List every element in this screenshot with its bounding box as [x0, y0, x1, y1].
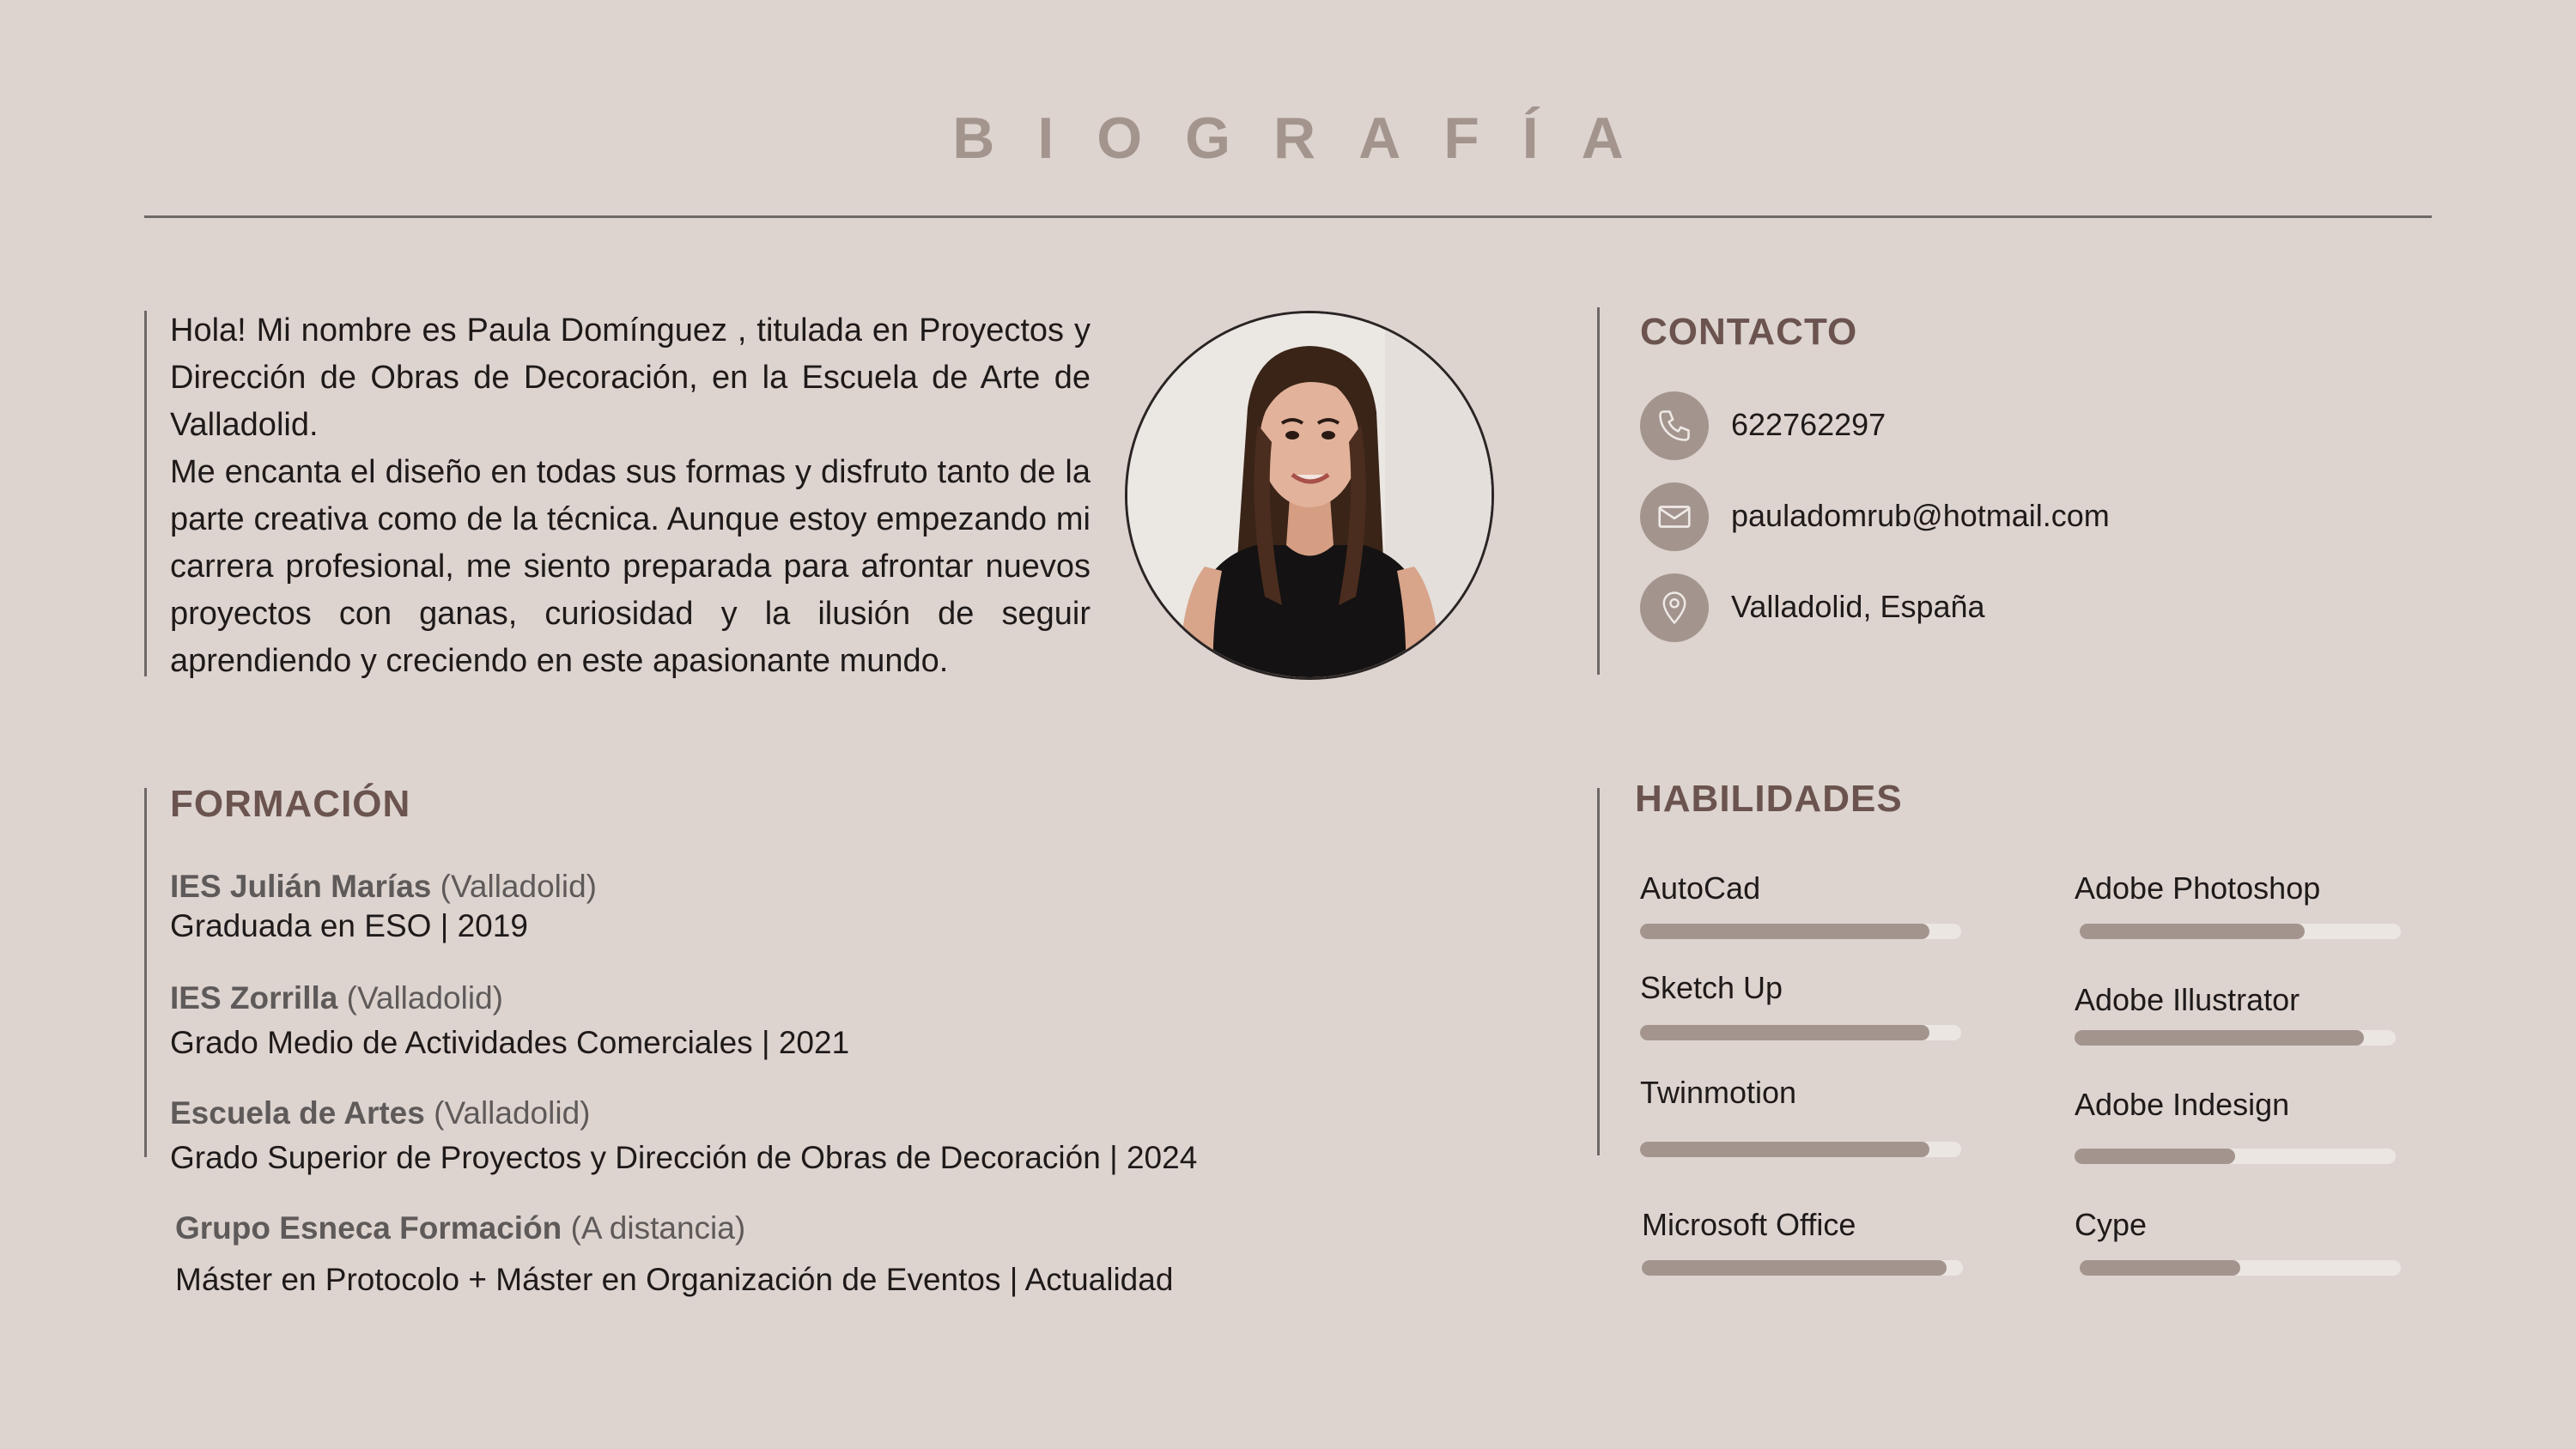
skill-bar: [2080, 1260, 2401, 1276]
bio-paragraph-2: Me encanta el diseño en todas sus formas y disfruto tanto de la parte creativa como de la técnica. Aunque estoy empezando mi carrera profesional, me siento preparada para afrontar nuevos proyectos con ganas, curiosidad y la ilusión de seguir aprendiendo y creciendo en este apasionante mundo.: [170, 454, 1091, 679]
education-detail: Máster en Protocolo + Máster en Organización de Eventos | Actualidad: [175, 1262, 1174, 1297]
skill-label: Sketch Up: [1640, 970, 1783, 1005]
skill-bar-fill: [1640, 1142, 1929, 1157]
skill-label: Cype: [2075, 1207, 2148, 1242]
skill-label: Microsoft Office: [1642, 1207, 1856, 1242]
education-item: [175, 1210, 1173, 1298]
skill-bar-fill: [2080, 1260, 2240, 1276]
skill-item: [2075, 982, 2396, 1046]
skill-item: [1640, 870, 1961, 939]
skill-bar: [2075, 1030, 2396, 1046]
skill-label: Twinmotion: [1640, 1075, 1797, 1110]
phone-number[interactable]: 622762297: [1731, 407, 1886, 442]
skills-heading: HABILIDADES: [1635, 778, 1903, 820]
education-left-rule: [144, 788, 147, 1157]
skills-left-rule: [1597, 788, 1600, 1155]
skill-bar: [1640, 1025, 1961, 1040]
school-name: Grupo Esneca Formación: [175, 1210, 562, 1246]
skill-label: Adobe Illustrator: [2075, 982, 2300, 1017]
skill-bar-fill: [1642, 1260, 1947, 1276]
bio-paragraph-1: Hola! Mi nombre es Paula Domínguez , titulada en Proyectos y Dirección de Obras de Decoración, en la Escuela de Arte de Valladolid.: [170, 312, 1091, 443]
skill-item: [1640, 1075, 1961, 1157]
school-name: IES Zorrilla: [170, 980, 338, 1016]
education-heading: FORMACIÓN: [170, 783, 411, 825]
school-name: Escuela de Artes: [170, 1095, 425, 1131]
skill-bar-fill: [1640, 924, 1929, 939]
skill-label: AutoCad: [1640, 870, 1761, 906]
email-link[interactable]: pauladomrub@hotmail.com: [1731, 498, 2110, 533]
education-detail: Grado Superior de Proyectos y Dirección de Obras de Decoración | 2024: [170, 1140, 1198, 1175]
education-item: [170, 1095, 1197, 1176]
page-title: BIOGRAFÍA: [952, 106, 1667, 171]
school-place: (Valladolid): [440, 869, 597, 904]
bio-left-rule: [144, 311, 147, 676]
skill-item: [2075, 870, 2401, 939]
contact-left-rule: [1597, 307, 1600, 675]
skill-bar: [1642, 1260, 1963, 1276]
skill-item: [2075, 1207, 2401, 1276]
school-place: (Valladolid): [346, 980, 503, 1016]
skill-label: Adobe Photoshop: [2075, 870, 2321, 906]
profile-photo: [1125, 311, 1494, 680]
skill-bar-fill: [2075, 1149, 2235, 1164]
skill-bar-fill: [1640, 1025, 1929, 1040]
skill-bar-fill: [2075, 1030, 2364, 1046]
mail-icon: [1640, 482, 1709, 551]
school-place: (A distancia): [570, 1210, 746, 1246]
location-text: Valladolid, España: [1731, 589, 1985, 624]
skill-bar: [1640, 1142, 1961, 1157]
skill-item: [2075, 1087, 2396, 1164]
skill-bar: [1640, 924, 1961, 939]
skill-item: [1640, 970, 1961, 1040]
skill-item: [1642, 1207, 1963, 1276]
skill-label: Adobe Indesign: [2075, 1087, 2290, 1122]
phone-icon: [1640, 391, 1709, 460]
education-item: [170, 980, 849, 1061]
education-item: [170, 869, 597, 944]
location-pin-icon: [1640, 573, 1709, 642]
bio-text: [170, 307, 1091, 685]
skill-bar: [2080, 924, 2401, 939]
school-place: (Valladolid): [434, 1095, 591, 1131]
school-name: IES Julián Marías: [170, 869, 432, 904]
education-detail: Grado Medio de Actividades Comerciales | 2021: [170, 1025, 850, 1060]
education-detail: Graduada en ESO | 2019: [170, 908, 528, 943]
skill-bar-fill: [2080, 924, 2305, 939]
skill-bar: [2075, 1149, 2396, 1164]
title-divider: [144, 215, 2432, 218]
contact-heading: CONTACTO: [1640, 311, 1858, 353]
